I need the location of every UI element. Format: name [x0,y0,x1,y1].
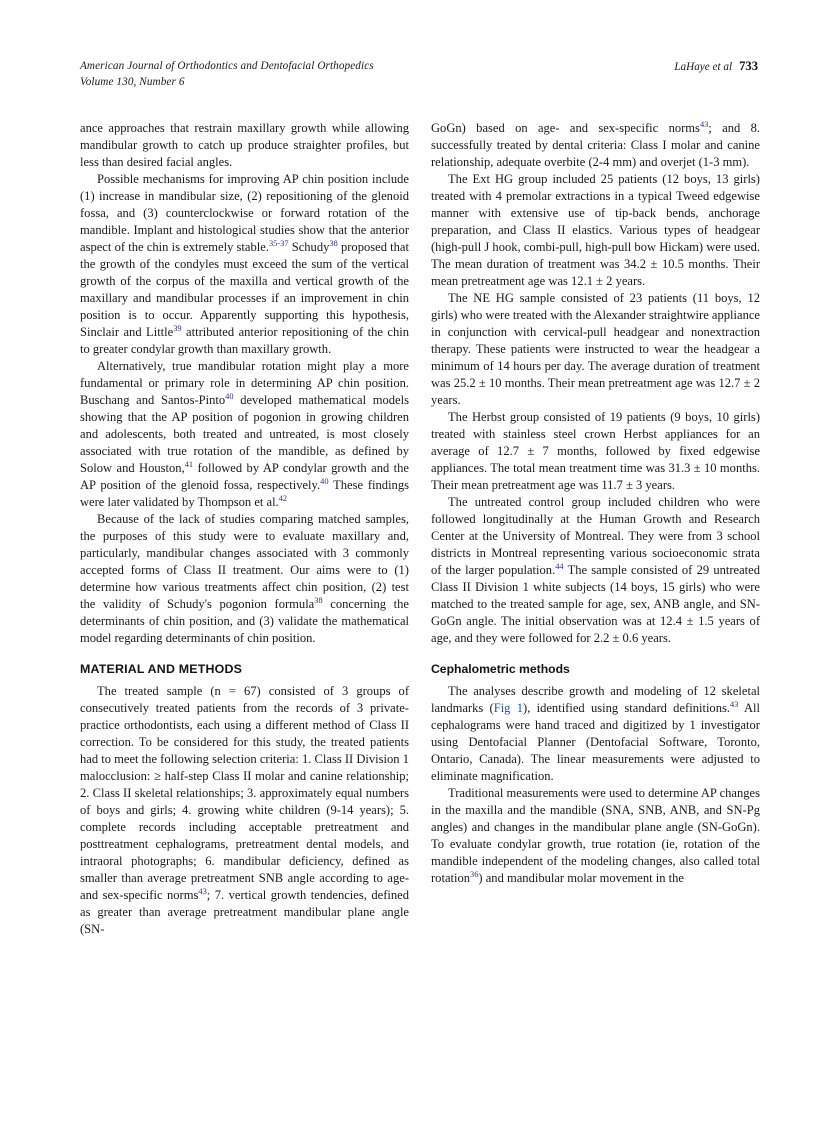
left-column-paragraphs-after-heading [80,683,409,938]
reference-superscript[interactable]: 42 [278,493,288,503]
journal-title: American Journal of Orthodontics and Dentofacial Orthopedics [80,60,374,72]
reference-superscript[interactable]: 38 [314,595,323,605]
page-number: 733 [739,59,758,73]
right-column-paragraphs-after-heading [431,683,760,887]
figure-reference-link[interactable]: Fig 1 [493,701,524,715]
paragraph-p-purpose: Because of the lack of studies comparing matched samples, the purposes of this study were to evaluate maxillary and, particularly, mandibular changes associated with 3 commonly accepted forms of Class II treatment. Our aims were to (1) determine how various treatments affect chin position, (2) test the validity of Schudy's pogonion formula$^{38}$ concerning the determinants of chin position, and (3) validate the mathematical model regarding determinants of chin position. [80,512,410,645]
right-column-paragraphs [431,120,760,647]
running-head-left [80,58,374,90]
section-heading-material-and-methods: MATERIAL AND METHODS [80,662,243,676]
paragraph-p-analyses: The analyses describe growth and modeling of 12 skeletal landmarks (Fig 1), identified using standard definitions.$^{43}$ All cephalograms were hand traced and digitized by 1 investigator using Dentofacial Planner (Dentofacial Software, Toronto, Ontario, Canada). The linear measurements were adjusted to eliminate magnification. [431,684,760,783]
paragraph-p-ext-hg: The Ext HG group included 25 patients (12 boys, 13 girls) treated with 4 premolar extractions in a typical Tweed edgewise manner with extensive use of tip-back bends, anchorage preparation, and Class II elastics. Various types of headgear (high-pull J hook, combi-pull, high-pull bow Hickam) were used. The mean duration of treatment was 34.2 ± 10.5 months. Their mean pretreatment age was 12.1 ± 2 years. [431,172,760,288]
reference-superscript[interactable]: 38 [329,238,338,248]
left-column [80,120,409,1080]
reference-superscript[interactable]: 41 [184,459,194,469]
reference-superscript[interactable]: 36 [470,869,479,879]
paragraph-p-continuation: ance approaches that restrain maxillary growth while allowing mandibular growth to catch up produce straighter profiles, but less than desired facial angles. [80,121,409,169]
reference-superscript[interactable]: 43 [198,886,207,896]
author-names: LaHaye et al [674,61,733,73]
reference-superscript[interactable]: 35-37 [268,238,289,248]
reference-superscript[interactable]: 43 [699,119,709,129]
paragraph-p-control: The untreated control group included children who were followed longitudinally at the Human Growth and Research Center at the University of Montreal. They were from 3 school districts in Montreal representing various socioeconomic strata of the larger population.$^{44}$ The sample consisted of 29 untreated Class II Division 1 white subjects (14 boys, 15 girls) who were matched to the treated sample for age, sex, ANB angle, and SN-GoGn angle. The initial observation was at 12.4 ± 1.5 years of age, and they were followed for 2.2 ± 0.6 years. [431,495,760,645]
body-columns [80,120,760,1080]
reference-superscript[interactable]: 40 [225,391,234,401]
running-head-right [674,58,758,75]
reference-superscript[interactable]: 39 [173,323,182,333]
paragraph-p-criteria-continued: GoGn) based on age- and sex-specific norms$^{43}$; and 8. successfully treated by dental criteria: Class I molar and canine relationship, adequate overbite (2-4 mm) and overjet (1-3 mm). [431,119,760,169]
reference-superscript[interactable]: 40 [320,476,329,486]
paragraph-p-rotation: Alternatively, true mandibular rotation might play a more fundamental or primary role in determining AP chin position. Buschang and Santos-Pinto$^{40}$ developed mathematical models showing that the AP position of pogonion in growing children and adolescents, both treated and untreated, is most closely associated with true rotation of the mandible, as defined by Solow and Houston,$^{41}$ followed by AP condylar growth and the AP position of the glenoid fossa, respectively.$^{40}$ These findings were later validated by Thompson et al.$^{42}$ [80,359,410,509]
paragraph-p-mechanisms: Possible mechanisms for improving AP chin position include (1) increase in mandibular size, (2) repositioning of the glenoid fossa, and (3) counterclockwise or forward rotation of the mandible. Implant and histological studies show that the anterior aspect of the chin is extremely stable.$^{35-37}$ Schudy$^{38}$ proposed that the growth of the condyles must exceed the sum of the vertical growth of the corpus of the maxilla and vertical growth of the maxillary and mandibular processes if an improvement in chin position is to occur. Apparently supporting this hypothesis, Sinclair and Little$^{39}$ attributed anterior repositioning of the chin to greater condylar growth than maxillary growth. [80,172,410,356]
paragraph-p-traditional: Traditional measurements were used to determine AP changes in the maxilla and the mandible (SNA, SNB, ANB, and SN-Pg angles) and changes in the mandibular plane angle (SN-GoGn). To evaluate condylar growth, true rotation (ie, rotation of the mandible independent of the modeling changes, also called total rotation$^{36}$) and mandibular molar movement in the [431,786,760,885]
reference-superscript[interactable]: 43 [730,699,739,709]
reference-superscript[interactable]: 44 [555,561,564,571]
left-column-paragraphs [80,120,409,647]
paragraph-p-herbst: The Herbst group consisted of 19 patients (9 boys, 10 girls) treated with stainless steel crown Herbst appliances for an average of 12.7 ± 7 months, followed by fixed edgewise appliances. The total mean treatment time was 31.3 ± 10 months. Their mean pretreatment age was 11.7 ± 3 years. [431,410,760,492]
subsection-heading-cephalometric-methods: Cephalometric methods [431,662,570,676]
paragraph-p-sample: The treated sample (n = 67) consisted of 3 groups of consecutively treated patients from the records of 3 private-practice orthodontists, each using a different method of Class II correction. To be considered for this study, the treated patients had to meet the following selection criteria: 1. Class II Division 1 malocclusion: ≥ half-step Class II molar and canine relationship; 2. Class II skeletal relationships; 3. approximately equal numbers of boys and girls; 4. growing white children (9-14 years); 5. complete records including acceptable pretreatment and posttreatment cephalograms, pretreatment dental models, and intraoral photographs; 6. mandibular deficiency, defined as smaller than average pretreatment SNB angle according to age- and sex-specific norms$^{43}$; 7. vertical growth tendencies, defined as greater than average pretreatment mandibular plane angle (SN- [80,684,409,936]
paragraph-p-ne-hg: The NE HG sample consisted of 23 patients (11 boys, 12 girls) who were treated with the Alexander straightwire appliance in conjunction with cervical-pull headgear and nonextraction therapy. These patients were instructed to wear the headgear a minimum of 14 hours per day. The average duration of treatment was 25.2 ± 10 months. Their mean pretreatment age was 12.7 ± 2 years. [431,291,760,407]
running-head [80,58,758,90]
right-column [431,120,760,1080]
volume-issue: Volume 130, Number 6 [80,76,185,88]
